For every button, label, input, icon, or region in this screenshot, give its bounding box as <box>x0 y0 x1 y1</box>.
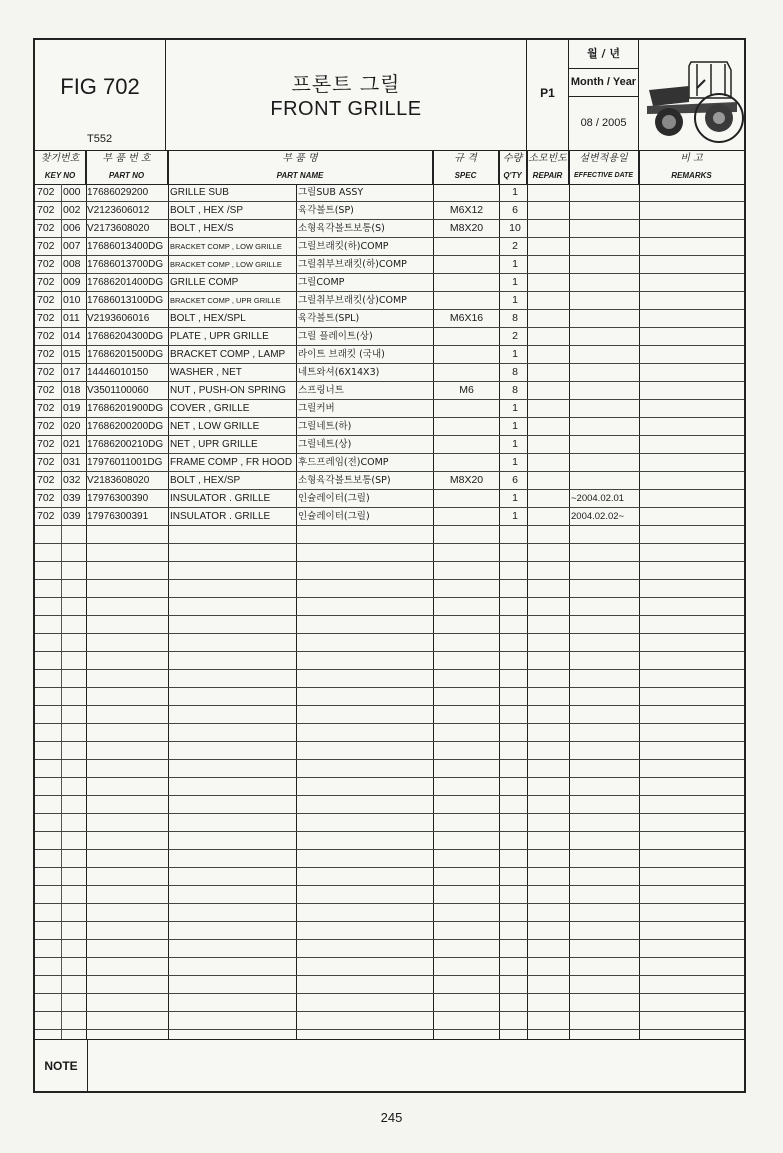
key-number: 032 <box>63 474 81 486</box>
table-row <box>35 598 744 616</box>
part-number: 17686013100DG <box>87 295 164 306</box>
part-name-english: BRACKET COMP , LAMP <box>170 349 286 360</box>
key-number: 007 <box>63 240 81 252</box>
quantity: 1 <box>512 420 518 432</box>
table-row <box>35 814 744 832</box>
title-cell <box>166 40 527 150</box>
part-name-english: INSULATOR . GRILLE <box>170 493 271 504</box>
key-group: 702 <box>37 186 55 198</box>
key-group: 702 <box>37 366 55 378</box>
column-header-row <box>35 150 744 185</box>
quantity: 1 <box>512 258 518 270</box>
spec-value <box>434 184 499 201</box>
key-number: 039 <box>63 492 81 504</box>
table-row <box>35 454 744 472</box>
date-value: 08 / 2005 <box>580 117 627 129</box>
part-name-english: BRACKET COMP , LOW GRILLE <box>170 260 282 269</box>
tractor-cell <box>639 40 744 150</box>
title-korean: 프론트 그릴 <box>291 72 401 96</box>
table-row <box>35 778 744 796</box>
page-cell <box>527 40 569 150</box>
key-number: 014 <box>63 330 81 342</box>
quantity: 1 <box>512 276 518 288</box>
effective-date <box>571 364 641 381</box>
quantity: 1 <box>512 186 518 198</box>
spec-value <box>434 256 499 273</box>
spec-value <box>434 508 499 525</box>
effective-date <box>571 184 641 201</box>
table-row <box>35 184 744 202</box>
col-key-no: 찾기번호 KEY NO <box>35 150 86 184</box>
fig-title: FIG 702 <box>60 74 140 99</box>
fig-cell <box>35 40 166 150</box>
key-number: 011 <box>63 312 80 324</box>
part-name-korean: 스프링너트 <box>298 385 344 396</box>
key-group: 702 <box>37 402 55 414</box>
part-name-english: NET , UPR GRILLE <box>170 439 258 450</box>
part-name-english: FRAME COMP , FR HOOD <box>170 457 293 468</box>
part-number: 17686013700DG <box>87 259 164 270</box>
part-number: 14446010150 <box>87 367 149 378</box>
title-english: FRONT GRILLE <box>270 98 422 120</box>
effective-date: 2004.02.02~ <box>571 511 625 522</box>
spec-value <box>434 454 499 471</box>
part-name-english: BOLT , HEX/SPL <box>170 313 246 324</box>
key-group: 702 <box>37 330 55 342</box>
key-number: 020 <box>63 420 81 432</box>
effective-date <box>571 346 641 363</box>
date-label-korean: 월 / 년 <box>569 40 638 69</box>
effective-date <box>571 454 641 471</box>
effective-date <box>571 220 641 237</box>
part-name-english: GRILLE SUB <box>170 187 229 198</box>
spec-value: M8X20 <box>449 222 484 234</box>
effective-date <box>571 274 641 291</box>
part-name-korean: 인슐레이터(그릴) <box>298 511 370 522</box>
part-name-korean: 소형육각볼트보통(SP) <box>298 475 391 486</box>
key-group: 702 <box>37 312 55 324</box>
table-row <box>35 922 744 940</box>
part-name-korean: 인슐레이터(그릴) <box>298 493 370 504</box>
part-number: V3501100060 <box>87 385 149 396</box>
spec-value <box>434 418 499 435</box>
table-row <box>35 220 744 238</box>
part-name-korean: 그릴네트(하) <box>298 421 352 432</box>
part-name-english: NET , LOW GRILLE <box>170 421 260 432</box>
effective-date <box>571 472 641 489</box>
quantity: 6 <box>512 474 518 486</box>
quantity: 1 <box>512 492 518 504</box>
key-number: 019 <box>63 402 81 414</box>
key-number: 018 <box>63 384 81 396</box>
effective-date <box>571 238 641 255</box>
part-name-korean: 육각볼트(SP) <box>298 205 354 216</box>
spec-value <box>434 364 499 381</box>
part-number: 17686013400DG <box>87 241 164 252</box>
quantity: 1 <box>512 402 518 414</box>
part-name-korean: 그릴 플레이트(상) <box>298 331 373 342</box>
effective-date <box>571 382 641 399</box>
effective-date <box>571 310 641 327</box>
key-number: 010 <box>63 294 81 306</box>
part-number: 17686204300DG <box>87 331 164 342</box>
key-number: 021 <box>63 438 81 450</box>
key-group: 702 <box>37 492 55 504</box>
spec-value <box>434 436 499 453</box>
part-number: V2193606016 <box>87 313 150 324</box>
quantity: 8 <box>512 366 518 378</box>
effective-date <box>571 202 641 219</box>
note-label: NOTE <box>35 1040 88 1092</box>
note-area <box>35 1039 744 1092</box>
col-effective-date: 설변적용일 EFFECTIVE DATE <box>569 150 639 184</box>
col-remarks: 비 고 REMARKS <box>671 153 712 180</box>
parts-sheet <box>33 38 746 1093</box>
table-row <box>35 850 744 868</box>
quantity: 8 <box>512 384 518 396</box>
table-row <box>35 1012 744 1030</box>
table-row <box>35 904 744 922</box>
table-row <box>35 634 744 652</box>
key-group: 702 <box>37 294 55 306</box>
part-name-english: BRACKET COMP , LOW GRILLE <box>170 242 282 251</box>
part-number: V2173608020 <box>87 223 150 234</box>
part-name-korean: 그릴네트(상) <box>298 439 352 450</box>
part-name-korean: 그릴커버 <box>298 403 335 414</box>
spec-value <box>434 292 499 309</box>
part-number: 17686201500DG <box>87 349 164 360</box>
table-row <box>35 742 744 760</box>
key-group: 702 <box>37 438 55 450</box>
date-cell <box>569 40 639 150</box>
part-number: 17686029200 <box>87 187 149 198</box>
table-row <box>35 292 744 310</box>
key-group: 702 <box>37 384 55 396</box>
part-number: V2183608020 <box>87 475 150 486</box>
quantity: 2 <box>512 330 518 342</box>
part-name-english: BOLT , HEX/S <box>170 223 234 234</box>
spec-value <box>434 238 499 255</box>
key-number: 039 <box>63 510 81 522</box>
model-code: T552 <box>87 133 113 145</box>
table-row <box>35 418 744 436</box>
spec-value <box>434 274 499 291</box>
table-row <box>35 508 744 526</box>
table-row <box>35 238 744 256</box>
part-name-korean: 그릴취부브래킷(상)COMP <box>298 295 407 306</box>
effective-date <box>571 436 641 453</box>
key-number: 009 <box>63 276 81 288</box>
table-row <box>35 328 744 346</box>
quantity: 10 <box>509 222 521 234</box>
part-name-korean: 소형육각볼트보통(S) <box>298 223 385 234</box>
table-row <box>35 652 744 670</box>
spec-value <box>434 346 499 363</box>
part-name-english: NUT , PUSH-ON SPRING <box>170 385 286 396</box>
quantity: 2 <box>512 240 518 252</box>
part-name-korean: 후드프레임(전)COMP <box>298 457 389 468</box>
col-part-no: 부 품 번 호 PART NO <box>86 150 168 184</box>
table-row <box>35 526 744 544</box>
quantity: 1 <box>512 438 518 450</box>
quantity: 8 <box>512 312 518 324</box>
table-row <box>35 472 744 490</box>
part-number: 17686201400DG <box>87 277 164 288</box>
table-row <box>35 958 744 976</box>
table-row <box>35 940 744 958</box>
col-spec: 규 격 SPEC <box>433 150 499 184</box>
spec-value <box>434 400 499 417</box>
key-number: 002 <box>63 204 81 216</box>
table-row <box>35 202 744 220</box>
part-number: 17976300391 <box>87 511 149 522</box>
table-row <box>35 886 744 904</box>
effective-date: ~2004.02.01 <box>571 493 625 504</box>
key-group: 702 <box>37 222 55 234</box>
effective-date <box>571 418 641 435</box>
table-row <box>35 706 744 724</box>
table-row <box>35 382 744 400</box>
table-row <box>35 796 744 814</box>
effective-date <box>571 328 641 345</box>
parts-table-body <box>35 184 744 1039</box>
col-qty: 수량 Q'TY <box>499 150 527 184</box>
table-row <box>35 544 744 562</box>
table-row <box>35 562 744 580</box>
part-name-korean: 육각볼트(SPL) <box>298 313 360 324</box>
key-group: 702 <box>37 204 55 216</box>
part-name-english: BOLT , HEX/SP <box>170 475 241 486</box>
key-number: 000 <box>63 186 81 198</box>
part-number: V2123606012 <box>87 205 150 216</box>
table-row <box>35 976 744 994</box>
table-row <box>35 580 744 598</box>
part-name-english: GRILLE COMP <box>170 277 239 288</box>
part-name-korean: 그릴SUB ASSY <box>298 187 364 198</box>
key-group: 702 <box>37 258 55 270</box>
key-number: 017 <box>63 366 81 378</box>
page-number: 245 <box>380 1110 403 1125</box>
key-number: 006 <box>63 222 81 234</box>
date-label-english: Month / Year <box>569 68 638 97</box>
quantity: 1 <box>512 348 518 360</box>
sheet-header <box>35 40 744 151</box>
table-row <box>35 274 744 292</box>
col-repair: 소모빈도 REPAIR <box>527 150 569 184</box>
spec-value: M6 <box>459 384 474 396</box>
quantity: 1 <box>512 510 518 522</box>
part-name-english: INSULATOR . GRILLE <box>170 511 271 522</box>
table-row <box>35 832 744 850</box>
part-number: 17976300390 <box>87 493 149 504</box>
table-row <box>35 310 744 328</box>
table-row <box>35 670 744 688</box>
table-row <box>35 364 744 382</box>
table-row <box>35 724 744 742</box>
part-name-korean: 그릴브래킷(하)COMP <box>298 241 389 252</box>
part-number: 17686200210DG <box>87 439 164 450</box>
part-name-english: BOLT , HEX /SP <box>170 205 243 216</box>
part-name-english: WASHER , NET <box>170 367 242 378</box>
table-row <box>35 994 744 1012</box>
table-row <box>35 760 744 778</box>
key-group: 702 <box>37 474 55 486</box>
table-row <box>35 616 744 634</box>
tractor-icon <box>639 40 744 150</box>
table-row <box>35 688 744 706</box>
table-row <box>35 436 744 454</box>
effective-date <box>571 292 641 309</box>
key-group: 702 <box>37 420 55 432</box>
table-row <box>35 400 744 418</box>
table-row <box>35 256 744 274</box>
spec-value: M6X12 <box>449 204 484 216</box>
part-name-korean: 그릴COMP <box>298 277 345 288</box>
effective-date <box>571 400 641 417</box>
key-group: 702 <box>37 456 55 468</box>
key-group: 702 <box>37 276 55 288</box>
part-name-english: COVER , GRILLE <box>170 403 250 414</box>
part-name-korean: 그릴취부브래킷(하)COMP <box>298 259 407 270</box>
spec-value: M6X16 <box>449 312 484 324</box>
key-group: 702 <box>37 240 55 252</box>
part-number: 17686200200DG <box>87 421 164 432</box>
col-part-name: 부 품 명 PART NAME <box>168 150 433 184</box>
spec-value <box>434 328 499 345</box>
part-number: 17686201900DG <box>87 403 164 414</box>
table-row <box>35 346 744 364</box>
part-number: 17976011001DG <box>87 457 163 468</box>
key-number: 031 <box>63 456 81 468</box>
spec-value: M8X20 <box>449 474 484 486</box>
key-number: 008 <box>63 258 81 270</box>
quantity: 1 <box>512 456 518 468</box>
key-group: 702 <box>37 348 55 360</box>
part-name-korean: 네트와셔(6X14X3) <box>298 367 380 378</box>
table-row <box>35 490 744 508</box>
key-number: 015 <box>63 348 81 360</box>
effective-date <box>571 256 641 273</box>
quantity: 1 <box>512 294 518 306</box>
page-label: P1 <box>540 86 555 100</box>
part-name-korean: 라이트 브래킷 (국내) <box>298 349 385 360</box>
part-name-english: PLATE , UPR GRILLE <box>170 331 269 342</box>
spec-value <box>434 490 499 507</box>
key-group: 702 <box>37 510 55 522</box>
part-name-english: BRACKET COMP , UPR GRILLE <box>170 296 281 305</box>
quantity: 6 <box>512 204 518 216</box>
table-row <box>35 868 744 886</box>
